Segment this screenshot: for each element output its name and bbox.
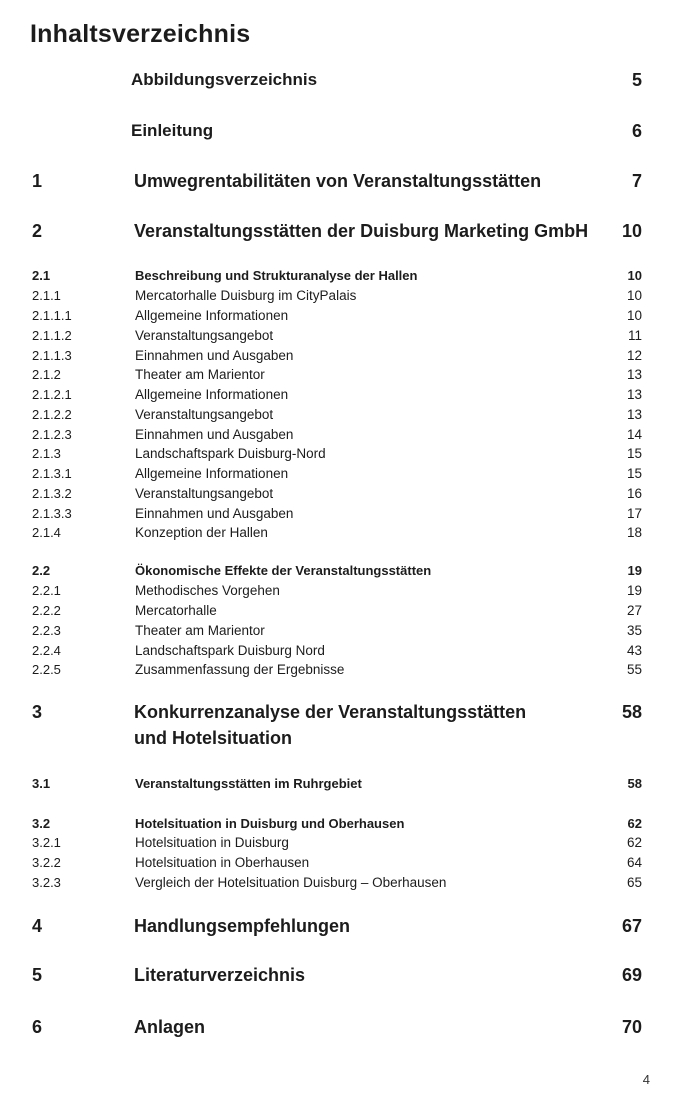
toc-text: Allgemeine Informationen — [135, 466, 289, 481]
toc-number: 2.1.2.2 — [32, 407, 72, 422]
toc-entry — [0, 563, 680, 585]
toc-page: 62 — [627, 816, 642, 831]
toc-number: 2.1.1 — [32, 288, 61, 303]
toc-text: Veranstaltungsangebot — [135, 328, 274, 343]
toc-entry — [0, 855, 680, 877]
toc-text: Hotelsituation in Duisburg und Oberhausen — [135, 816, 405, 831]
toc-entry — [0, 702, 680, 752]
toc-text: Konzeption der Hallen — [135, 525, 268, 540]
toc-page: 15 — [626, 446, 642, 461]
toc-page: 10 — [621, 221, 642, 241]
toc-number: 2.1.3.1 — [32, 466, 72, 481]
toc-text: Abbildungsverzeichnis — [131, 70, 318, 89]
toc-page: 13 — [626, 407, 642, 422]
toc-number: 6 — [32, 1017, 43, 1037]
toc-page: 7 — [631, 171, 642, 191]
toc-number: 3.1 — [32, 776, 51, 791]
toc-text: Methodisches Vorgehen — [135, 583, 280, 598]
toc-text: Handlungsempfehlungen — [134, 916, 350, 936]
toc-page: 58 — [621, 702, 642, 722]
toc-text: Beschreibung und Strukturanalyse der Hallen — [135, 268, 418, 283]
toc-page: 6 — [631, 121, 642, 141]
toc-page: 19 — [627, 563, 642, 578]
toc-entry — [0, 121, 680, 143]
toc-number: 2.1.2.1 — [32, 387, 72, 402]
toc-entry — [0, 466, 680, 488]
toc-text: Allgemeine Informationen — [135, 387, 289, 402]
toc-number: 2.1.1.2 — [32, 328, 72, 343]
toc-text — [134, 699, 526, 751]
toc-number: 2.1.3 — [32, 446, 61, 461]
toc-text: Veranstaltungsangebot — [135, 407, 274, 422]
toc-entry — [0, 70, 680, 92]
toc-page: 5 — [631, 70, 642, 90]
toc-entry — [0, 965, 680, 987]
toc-number: 2 — [32, 221, 43, 241]
toc-number: 3.2.1 — [32, 835, 61, 850]
toc-text: Einnahmen und Ausgaben — [135, 506, 294, 521]
toc-text: Literaturverzeichnis — [134, 965, 306, 985]
toc-entry — [0, 583, 680, 605]
toc-text: Hotelsituation in Duisburg — [135, 835, 289, 850]
toc-entry — [0, 171, 680, 193]
toc-text: Einnahmen und Ausgaben — [135, 348, 294, 363]
toc-entry — [0, 776, 680, 798]
toc-number: 2.2.2 — [32, 603, 61, 618]
toc-page: 67 — [621, 916, 642, 936]
toc-entry — [0, 221, 680, 243]
toc-entry — [0, 662, 680, 684]
toc-page: 58 — [627, 776, 642, 791]
toc-text: Ökonomische Effekte der Veranstaltungsstätten — [135, 563, 432, 578]
page-number: 4 — [642, 1072, 650, 1087]
toc-number: 3.2.3 — [32, 875, 61, 890]
toc-text: Anlagen — [134, 1017, 206, 1037]
toc-page: 35 — [626, 623, 642, 638]
toc-entry — [0, 486, 680, 508]
toc-entry — [0, 623, 680, 645]
toc-text: Mercatorhalle — [135, 603, 217, 618]
toc-entry — [0, 916, 680, 938]
toc-text: Einleitung — [131, 121, 214, 140]
toc-text: Hotelsituation in Oberhausen — [135, 855, 310, 870]
toc-entry — [0, 387, 680, 409]
page-title: Inhaltsverzeichnis — [30, 20, 251, 48]
toc-text-line-2: und Hotelsituation — [134, 728, 292, 748]
toc-text: Veranstaltungsangebot — [135, 486, 274, 501]
toc-text: Veranstaltungsstätten der Duisburg Marketing GmbH — [134, 221, 589, 241]
toc-page: 12 — [626, 348, 642, 363]
toc-entry — [0, 525, 680, 547]
toc-text: Vergleich der Hotelsituation Duisburg – Oberhausen — [135, 875, 447, 890]
toc-page: 43 — [626, 643, 642, 658]
toc-number: 3.2.2 — [32, 855, 61, 870]
toc-number: 2.2.4 — [32, 643, 61, 658]
toc-number: 2.2.1 — [32, 583, 61, 598]
toc-number: 2.1.2.3 — [32, 427, 72, 442]
toc-page: 55 — [626, 662, 642, 677]
toc-page: 69 — [621, 965, 642, 985]
toc-entry — [0, 288, 680, 310]
toc-page: 10 — [626, 288, 642, 303]
toc-number: 4 — [32, 916, 43, 936]
toc-text: Theater am Marientor — [135, 367, 265, 382]
toc-text-line-1: Konkurrenzanalyse der Veranstaltungsstätten — [134, 702, 527, 722]
toc-text: Landschaftspark Duisburg Nord — [135, 643, 325, 658]
toc-number: 5 — [32, 965, 43, 985]
toc-page: 17 — [626, 506, 642, 521]
toc-page: 19 — [626, 583, 642, 598]
toc-entry — [0, 446, 680, 468]
toc-text: Theater am Marientor — [135, 623, 265, 638]
toc-number: 2.2.3 — [32, 623, 61, 638]
toc-number: 2.1.3.2 — [32, 486, 72, 501]
toc-entry — [0, 835, 680, 857]
toc-page: 13 — [626, 387, 642, 402]
toc-entry — [0, 367, 680, 389]
toc-entry — [0, 308, 680, 330]
toc-number: 2.1.2 — [32, 367, 61, 382]
toc-number: 3.2 — [32, 816, 51, 831]
toc-entry — [0, 1017, 680, 1039]
toc-number: 1 — [32, 171, 43, 191]
toc-number: 3 — [32, 702, 43, 722]
toc-text: Veranstaltungsstätten im Ruhrgebiet — [135, 776, 362, 791]
toc-entry — [0, 407, 680, 429]
toc-page: 18 — [626, 525, 642, 540]
toc-number: 2.1.1.3 — [32, 348, 72, 363]
toc-text: Landschaftspark Duisburg-Nord — [135, 446, 326, 461]
toc-text: Mercatorhalle Duisburg im CityPalais — [135, 288, 357, 303]
toc-page: 16 — [626, 486, 642, 501]
toc-number: 2.1.1.1 — [32, 308, 72, 323]
toc-page: 64 — [626, 855, 642, 870]
toc-page: 62 — [626, 835, 642, 850]
toc-text: Zusammenfassung der Ergebnisse — [135, 662, 345, 677]
toc-text: Umwegrentabilitäten von Veranstaltungsstätten — [134, 171, 542, 191]
toc-page: 70 — [621, 1017, 642, 1037]
toc-page: 11 — [627, 328, 642, 343]
toc-number: 2.1.3.3 — [32, 506, 72, 521]
toc-page: 14 — [626, 427, 642, 442]
toc-number: 2.1.4 — [32, 525, 61, 540]
toc-text: Einnahmen und Ausgaben — [135, 427, 294, 442]
toc-entry — [0, 603, 680, 625]
toc-page: 65 — [626, 875, 642, 890]
toc-page: 10 — [627, 268, 642, 283]
toc-page: 13 — [626, 367, 642, 382]
toc-page: 15 — [626, 466, 642, 481]
toc-entry — [0, 875, 680, 897]
toc-entry — [0, 268, 680, 290]
toc-text: Allgemeine Informationen — [135, 308, 289, 323]
toc-number: 2.2 — [32, 563, 51, 578]
toc-number: 2.1 — [32, 268, 51, 283]
toc-entry — [0, 328, 680, 350]
toc-number: 2.2.5 — [32, 662, 61, 677]
toc-page: 10 — [626, 308, 642, 323]
toc-page: 27 — [626, 603, 642, 618]
